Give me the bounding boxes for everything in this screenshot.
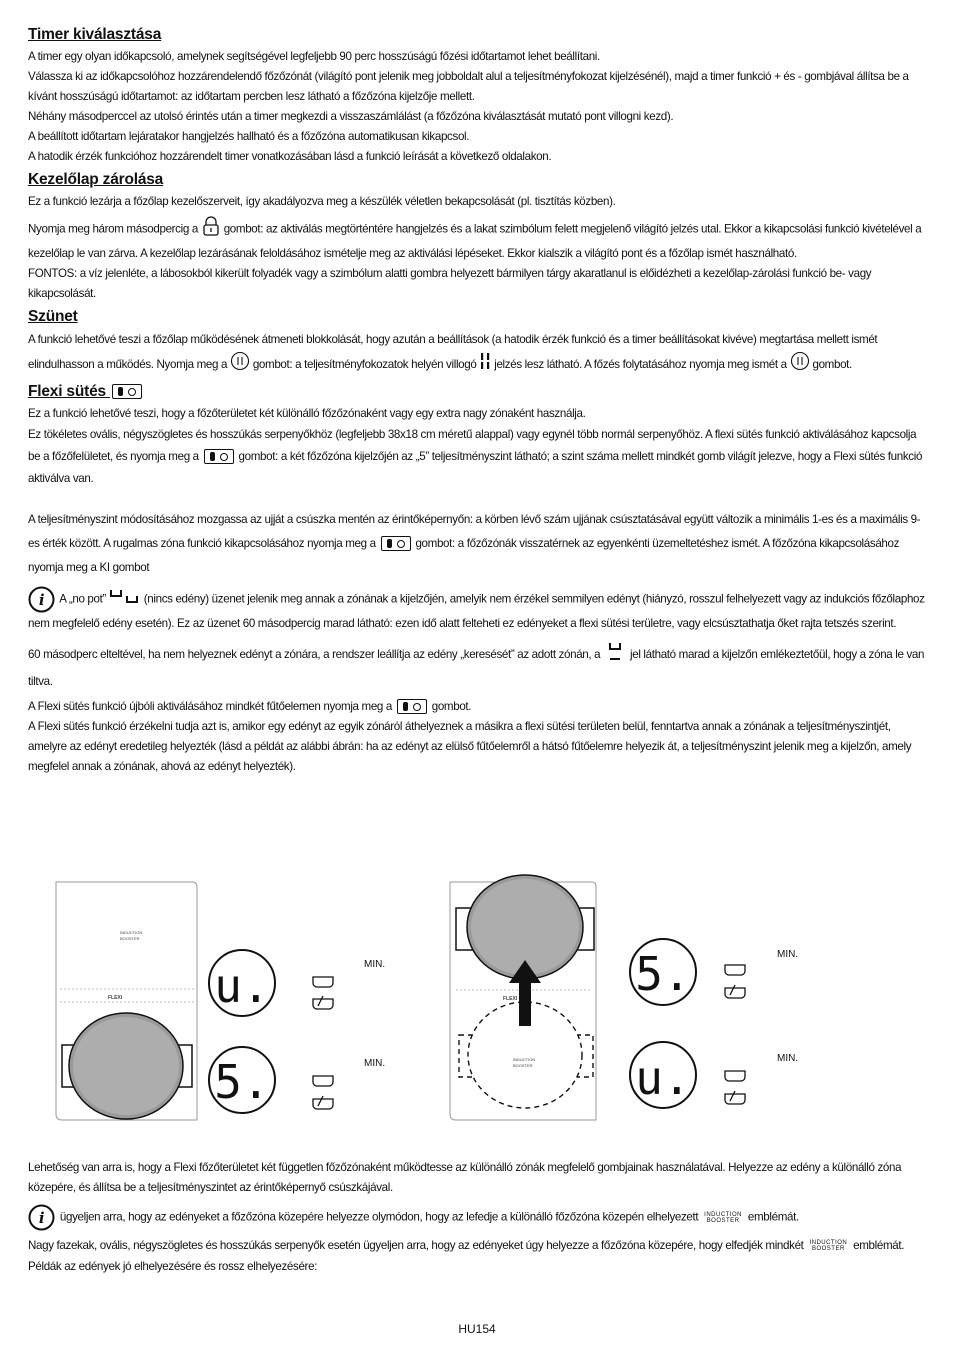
- display-right-top: [630, 939, 696, 1005]
- flexi-p11: Példák az edények jó elhelyezésére és rossz elhelyezésére:: [28, 1260, 318, 1273]
- section-title-pause: Szünet: [28, 308, 78, 325]
- svg-text:u.: u.: [635, 1051, 691, 1105]
- section-title-timer: Timer kiválasztása: [28, 26, 162, 43]
- flexi-p8: Lehetőség van arra is, hogy a Flexi főzőterületet két független főzőzónaként működtesse az különálló zónák megfelelő gombjainak használatával. Helyezze az edény a különálló zóna közepére, és állítsa be a teljesítményszintet az érintőképernyő csúszkájával.: [28, 1161, 902, 1194]
- flexi-p9: i ügyeljen arra, hogy az edényeket a főzőzóna közepére helyezze olymódon, hogy az lefedje a különálló főzőzóna közepén elhelyezett INDUCTION BOOSTER emblémát.: [28, 1204, 926, 1231]
- timer-p2: Válassza ki az időkapcsolóhoz hozzárendelendő főzőzónát (világító pont jelenik meg jobboldalt alul a teljesítményfokozat kijelzésénél), majd a timer funkció + és - gombjával állítsa be a kívánt hosszúságú időtartamot: az időtartam percben lesz látható a főzőzóna kijelzője mellett.: [28, 70, 909, 103]
- hob-right: [450, 875, 596, 1120]
- min-label: MIN.: [364, 959, 386, 970]
- flexi-p6: A Flexi sütés funkció újbóli aktiválásához mindkét fűtőelemen nyomja meg a gombot.: [28, 700, 472, 713]
- ib-text-top: INDUCTION: [120, 930, 143, 935]
- display-left-top: [209, 950, 275, 1016]
- flexi-p4: i A „no pot” (nincs edény) üzenet jelenik meg annak a zónának a kijelzőjén, amelyik nem érzékel semmilyen edényt (hiányzó, rosszul felhelyezett vagy az indukciós főzőlaphoz nem megfelelő edény esetén). Ez az üzenet 60 másodpercig marad látható: ezen idő alatt felteheti ez edényeket a flexi sütési területre, vagy elcsúsztathatja őket rajta tetszés szerint.: [28, 586, 926, 634]
- timer-p5: A hatodik érzék funkcióhoz hozzárendelt timer vonatkozásában lásd a funkció leírását a következő oldalakon.: [28, 150, 552, 163]
- timer-p3: Néhány másodperccel az utolsó érintés után a timer megkezdi a visszaszámlálást (a főzőzóna kiválasztását mutató pont villogni kezd).: [28, 110, 674, 123]
- ib-text-bottom: BOOSTER: [120, 936, 140, 941]
- pause-p1: A funkció lehetővé teszi a főzőlap működésének átmeneti blokkolását, hogy azután a beállítások (a hatodik érzék funkció és a timer beállításokat kivéve) megtartása mellett ismét elindulhasson a működés. Nyomja meg a gombot: a teljesítményfokozatok helyén villogó jelzés lesz látható. A főzés folytatásához nyomja meg ismét a gombot.: [28, 329, 926, 379]
- flexi-p1: Ez a funkció lehetővé teszi, hogy a főzőterületet két különálló főzőzónaként vagy egy extra nagy zónaként használja.: [28, 407, 586, 420]
- document-body-lower: [28, 1158, 926, 1281]
- svg-text:INDUCTION: INDUCTION: [513, 1057, 536, 1062]
- info-icon: [28, 1204, 55, 1231]
- svg-text:5.: 5.: [214, 1055, 270, 1109]
- svg-text:FLEXI: FLEXI: [503, 996, 518, 1002]
- flexi-p7: A Flexi sütés funkció érzékelni tudja azt is, amikor egy edényt az egyik zónáról áthelyeznek a másikra a flexi sütési területen belül, fenntartva annak a zónának a teljesítményszintjét, amelyre az edényt eredetileg helyezték (lásd a példát az alábbi ábrán: ha az edényt az elülső fűtőelemről a hátsó fűtőelemre helyezik át, a teljesítményszint jelenik meg a kijelzőn, amely megfelel annak a zónának, ahová az edényt helyezték).: [28, 720, 912, 773]
- svg-text:i: i: [38, 1209, 45, 1227]
- section-title-lock: Kezelőlap zárolása: [28, 171, 164, 188]
- flexi-p5: 60 másodperc elteltével, ha nem helyeznek edényt a zónára, a rendszer leállítja az edény „keresését” az adott zónán, a jel látható marad a kijelzőn emlékeztetőül, hogy a zóna le van tiltva.: [28, 640, 926, 693]
- lock-p1: Ez a funkció lezárja a főzőlap kezelőszerveit, így akadályozva meg a készülék véletlen bekapcsolását (pl. tisztítás közben).: [28, 195, 616, 208]
- hob-left: [56, 882, 197, 1120]
- svg-text:MIN.: MIN.: [777, 1053, 799, 1064]
- lock-p3: FONTOS: a víz jelenléte, a lábosokból kikerült folyadék vagy a szimbólum alatti gombra helyezett bármilyen tárgy akaratlanul is előidézheti a kezelőlap-zárolási funkció be- vagy kikapcsolását.: [28, 267, 872, 300]
- min-label: MIN.: [364, 1058, 386, 1069]
- svg-text:MIN.: MIN.: [777, 949, 799, 960]
- lock-p2: Nyomja meg három másodpercig a gombot: az aktiválás megtörténtére hangjelzés és a lakat szimbólum felett megjelenő világító jelzés utal. Ekkor a kikapcsolási funkció kivételével a kezelőlap le van zárva. A kezelőlap lezárásának feloldásához ismételje meg az aktiválási lépéseket. Ekkor kialszik a világító pont és a főzőlap ismét használható.: [28, 216, 926, 264]
- display-right-bottom: [630, 1042, 696, 1108]
- svg-text:BOOSTER: BOOSTER: [513, 1063, 533, 1068]
- flexi-label: FLEXI: [108, 995, 123, 1001]
- pot-icons-left: [313, 977, 333, 1109]
- svg-text:5.: 5.: [635, 947, 691, 1001]
- svg-text:i: i: [38, 591, 45, 609]
- section-title-flexi: Flexi sütés: [28, 383, 926, 401]
- pot-icons-right: [725, 965, 745, 1104]
- page-number: HU154: [458, 1322, 496, 1336]
- induction-booster-logo: INDUCTION BOOSTER: [704, 1211, 742, 1224]
- induction-booster-logo: INDUCTION BOOSTER: [809, 1239, 848, 1252]
- flexi-p10: Nagy fazekak, ovális, négyszögletes és hosszúkás serpenyők esetén ügyeljen arra, hogy az edényeket úgy helyezze a főzőzóna közepére, hogy elfedjék mindkét INDUCTION BOOSTER emblémát.: [28, 1239, 905, 1252]
- flexi-p3: A teljesítményszint módosításához mozgassa az ujját a csúszka mentén az érintőképernyőn: a körben lévő szám ujjának csúsztatásával együtt változik a minimális 1-es és a maximális 9-es érték között. A rugalmas zóna funkció kikapcsolásához nyomja meg a gombot: a főzőzónák visszatérnek az egyenkénti üzemeltetéshez ismét. A főzőzóna kikapcsolásához nyomja meg a KI gombot: [28, 513, 921, 574]
- timer-p1: A timer egy olyan időkapcsoló, amelynek segítségével legfeljebb 90 perc hosszúságú főzési időtartamot lehet beállítani.: [28, 50, 600, 63]
- flexi-p2: Ez tökéletes ovális, négyszögletes és hosszúkás serpenyőkhöz (legfeljebb 38x18 cm méretű alappal) vagy egynél több normál serpenyőhöz. A flexi sütés funkció aktiválásához kapcsolja be a főzőfelületet, és nyomja meg a gombot: a két főzőzóna kijelzőjén az „5” teljesítményszint látható; a szint száma mellett mindkét gomb világít jelezve, hogy a Flexi sütés funkció aktiválva van.: [28, 428, 923, 485]
- display-left-bottom: [209, 1047, 275, 1113]
- svg-text:u.: u.: [214, 959, 270, 1013]
- timer-p4: A beállított időtartam lejáratakor hangjelzés hallható és a főzőzóna automatikusan kikapcsol.: [28, 130, 470, 143]
